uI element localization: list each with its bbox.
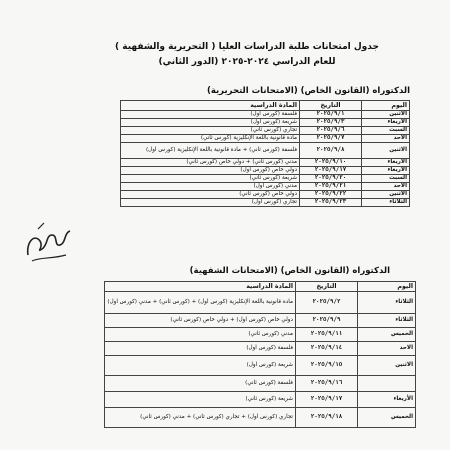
exam-date: ٢٠٢٥/٩/٨ xyxy=(300,143,362,159)
header-subject: المادة الدراسية xyxy=(105,282,296,292)
header-subject: المادة الدراسية xyxy=(121,101,300,111)
exam-date: ٢٠٢٥/٩/١٧ xyxy=(300,167,362,175)
exam-day: الثلاثاء xyxy=(362,199,410,207)
exam-day: السبت xyxy=(362,127,410,135)
exam-date: ٢٠٢٥/٩/١٦ xyxy=(296,376,358,392)
exam-date: ٢٠٢٥/٩/١٨ xyxy=(296,408,358,428)
table-row xyxy=(121,175,410,183)
exam-subject: مدني (كورس اول) xyxy=(121,183,300,191)
exam-subject: تجاري (كورس ثاني) xyxy=(121,127,300,135)
exam-subject: مادة قانونية باللغة الإنكليزية (كورس ثاني) xyxy=(121,135,300,143)
exam-day: الثلاثاء xyxy=(358,314,416,328)
exam-subject: تجاري (كورس اول) + تجاري (كورس ثاني) + مدني (كورس ثاني) xyxy=(105,408,296,428)
exam-date: ٢٠٢٥/٩/٣ xyxy=(300,119,362,127)
exam-day: الاثنين xyxy=(358,356,416,376)
exam-date: ٢٠٢٥/٩/١٠ xyxy=(300,159,362,167)
exam-subject: دولي خاص (كورس اول) xyxy=(121,167,300,175)
table-row xyxy=(121,135,410,143)
exam-day: الأربعاء xyxy=(362,119,410,127)
exam-day xyxy=(358,376,416,392)
exam-subject: شريعة (كورس اول) xyxy=(121,119,300,127)
table-row xyxy=(121,143,410,159)
exam-subject: شريعة (كورس ثاني) xyxy=(121,175,300,183)
exam-date: ٢٠٢٥/٩/٩ xyxy=(296,314,358,328)
header-day: اليوم xyxy=(362,101,410,111)
exam-day: الاثنين xyxy=(362,143,410,159)
exam-day: السبت xyxy=(362,175,410,183)
exam-subject: تجاري (كورس اول) xyxy=(121,199,300,207)
header-day: اليوم xyxy=(358,282,416,292)
handwritten-signature xyxy=(18,205,80,267)
exam-day: الثلاثاء xyxy=(358,292,416,314)
table-header-row xyxy=(121,101,410,111)
exam-subject: شريعة (كورس ثاني) xyxy=(105,392,296,408)
exam-subject: مدني (كورس ثاني) xyxy=(105,328,296,342)
table-row xyxy=(105,392,416,408)
exam-day: الاحد xyxy=(362,183,410,191)
header-date: التاريخ xyxy=(300,101,362,111)
exam-date: ٢٠٢٥/٩/١٤ xyxy=(296,342,358,356)
table-row xyxy=(105,408,416,428)
exam-day: الاحد xyxy=(362,135,410,143)
exam-date: ٢٠٢٥/٩/١١ xyxy=(296,328,358,342)
exam-subject: فلسفة (كورس اول) xyxy=(121,111,300,119)
exam-day: الاثنين xyxy=(362,111,410,119)
exam-day: الأربعاء xyxy=(358,392,416,408)
exam-day: الخميس xyxy=(358,408,416,428)
table-row xyxy=(121,159,410,167)
exam-date: ٢٠٢٥/٩/١٥ xyxy=(296,356,358,376)
written-exams-heading: الدكتوراه (القانون الخاص) (الامتحانات التحريرية) xyxy=(206,86,410,96)
table-row xyxy=(105,328,416,342)
table-row xyxy=(105,292,416,314)
oral-exams-table xyxy=(104,281,416,428)
table-header-row xyxy=(105,282,416,292)
table-row xyxy=(121,111,410,119)
table-row xyxy=(121,119,410,127)
exam-subject: شريعة (كورس اول) xyxy=(105,356,296,376)
exam-date: ٢٠٢٥/٩/١ xyxy=(300,111,362,119)
table-row xyxy=(121,199,410,207)
exam-subject: مدني (كورس ثاني) + دولي خاص (كورس ثاني) xyxy=(121,159,300,167)
table-row xyxy=(121,127,410,135)
exam-day: الأربعاء xyxy=(362,167,410,175)
exam-subject: مادة قانونية باللغة الإنكليزية (كورس اول) + (كورس ثاني) + مدني (كورس اول) xyxy=(105,292,296,314)
exam-day: الخميس xyxy=(358,328,416,342)
exam-subject: دولي خاص (كورس اول) + دولي خاص (كورس ثاني) xyxy=(105,314,296,328)
title-line-2: للعام الدراسي ٢٠٢٤-٢٠٢٥ (الدور الثاني) xyxy=(158,57,336,67)
exam-subject: فلسفة (كورس ثاني) xyxy=(105,376,296,392)
exam-date: ٢٠٢٥/٩/٢٠ xyxy=(300,175,362,183)
exam-date: ٢٠٢٥/٩/٢ xyxy=(296,292,358,314)
table-row xyxy=(105,356,416,376)
exam-date: ٢٠٢٥/٩/٢٢ xyxy=(300,191,362,199)
header-date: التاريخ xyxy=(296,282,358,292)
table-row xyxy=(105,342,416,356)
exam-date: ٢٠٢٥/٩/٢٣ xyxy=(300,199,362,207)
title-line-1: جدول امتحانات طلبة الدراسات العليا ( التحريرية والشفهية ) xyxy=(115,42,379,52)
exam-day: الأربعاء xyxy=(362,159,410,167)
table-row xyxy=(105,376,416,392)
exam-subject: دولي خاص (كورس ثاني) xyxy=(121,191,300,199)
written-exams-table xyxy=(120,100,410,207)
oral-exams-heading: الدكتوراه (القانون الخاص) (الامتحانات الشفهية) xyxy=(189,266,390,276)
exam-day: الاثنين xyxy=(362,191,410,199)
table-row xyxy=(105,314,416,328)
exam-date: ٢٠٢٥/٩/٧ xyxy=(300,135,362,143)
exam-day: الاحد xyxy=(358,342,416,356)
exam-subject: فلسفة (كورس اول) xyxy=(105,342,296,356)
exam-date: ٢٠٢٥/٩/١٧ xyxy=(296,392,358,408)
table-row xyxy=(121,183,410,191)
exam-date: ٢٠٢٥/٩/٦ xyxy=(300,127,362,135)
exam-date: ٢٠٢٥/٩/٢١ xyxy=(300,183,362,191)
table-row xyxy=(121,191,410,199)
table-row xyxy=(121,167,410,175)
document-title xyxy=(88,40,406,70)
exam-subject: فلسفة (كورس ثاني) + مادة قانونية باللغة الإنكليزية (كورس اول) xyxy=(121,143,300,159)
